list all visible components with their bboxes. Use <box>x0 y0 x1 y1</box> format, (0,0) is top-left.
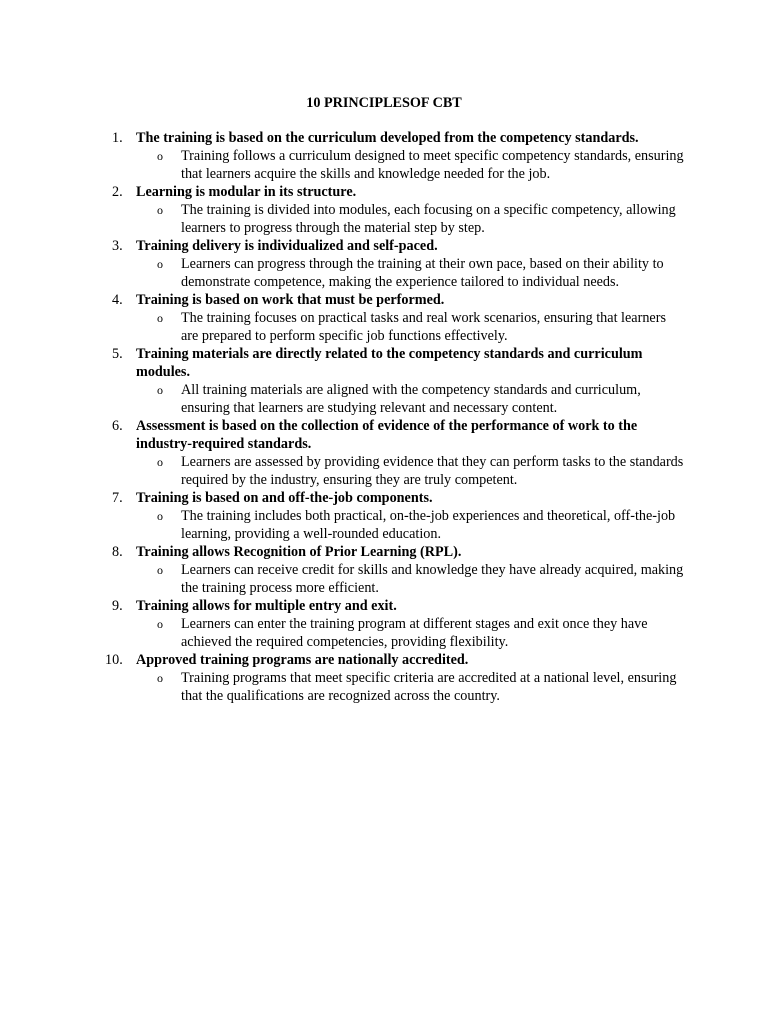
principle-heading: The training is based on the curriculum developed from the competency standards. <box>136 130 639 146</box>
principle-number: 3. <box>112 238 123 254</box>
principle-heading: Training materials are directly related to the competency standards and curriculum modules. <box>136 346 643 380</box>
principle-item <box>0 129 768 183</box>
principle-detail <box>0 507 768 543</box>
principle-detail-text: Training programs that meet specific criteria are accredited at a national level, ensuring that the qualifications are recognized across the country. <box>181 670 677 704</box>
principle-heading: Training delivery is individualized and self-paced. <box>136 238 438 254</box>
principle-detail <box>0 201 768 237</box>
bullet-icon: o <box>157 455 163 469</box>
principle-number: 9. <box>112 598 123 614</box>
bullet-icon: o <box>157 383 163 397</box>
principle-detail-text: Training follows a curriculum designed to meet specific competency standards, ensuring that learners acquire the skills and knowledge needed for the job. <box>181 148 684 182</box>
principle-detail-text: Learners are assessed by providing evidence that they can perform tasks to the standards required by the industry, ensuring they are truly competent. <box>181 454 684 488</box>
principle-heading: Learning is modular in its structure. <box>136 184 357 200</box>
principle-item <box>0 291 768 345</box>
bullet-icon: o <box>157 311 163 325</box>
principle-detail <box>0 381 768 417</box>
bullet-icon: o <box>157 509 163 523</box>
principle-detail <box>0 453 768 489</box>
principle-item <box>0 543 768 597</box>
principle-detail <box>0 255 768 291</box>
principle-detail-text: Learners can progress through the training at their own pace, based on their ability to demonstrate competence, making the experience tailored to individual needs. <box>181 256 664 290</box>
principle-number: 5. <box>112 346 123 362</box>
principle-item <box>0 597 768 651</box>
principle-detail-text: Learners can receive credit for skills and knowledge they have already acquired, making the training process more efficient. <box>181 562 684 596</box>
principle-number: 4. <box>112 292 123 308</box>
principle-detail-text: The training is divided into modules, each focusing on a specific competency, allowing learners to progress through the material step by step. <box>181 202 676 236</box>
principle-heading: Approved training programs are nationally accredited. <box>136 652 469 668</box>
principle-item <box>0 489 768 543</box>
principles-list <box>0 129 768 705</box>
principle-heading: Training is based on work that must be performed. <box>136 292 445 308</box>
principle-number: 1. <box>112 130 123 146</box>
principle-detail <box>0 309 768 345</box>
bullet-icon: o <box>157 257 163 271</box>
principle-detail <box>0 669 768 705</box>
principle-detail <box>0 561 768 597</box>
principle-number: 10. <box>105 652 123 668</box>
principle-item <box>0 183 768 237</box>
principle-detail-text: All training materials are aligned with the competency standards and curriculum, ensuring that learners are studying relevant and necessary content. <box>181 382 641 416</box>
principle-detail <box>0 615 768 651</box>
principle-heading: Training allows Recognition of Prior Learning (RPL). <box>136 544 462 560</box>
principle-heading: Training is based on and off-the-job components. <box>136 490 433 506</box>
bullet-icon: o <box>157 617 163 631</box>
principle-item <box>0 345 768 417</box>
principle-item <box>0 417 768 489</box>
principle-number: 8. <box>112 544 123 560</box>
bullet-icon: o <box>157 671 163 685</box>
bullet-icon: o <box>157 149 163 163</box>
principle-number: 7. <box>112 490 123 506</box>
principle-item <box>0 237 768 291</box>
principle-heading: Assessment is based on the collection of evidence of the performance of work to the industry-required standards. <box>136 418 638 452</box>
principle-detail-text: The training focuses on practical tasks and real work scenarios, ensuring that learners are prepared to perform specific job functions effectively. <box>181 310 666 344</box>
document-title: 10 PRINCIPLESOF CBT <box>306 95 462 111</box>
principle-number: 2. <box>112 184 123 200</box>
principle-detail <box>0 147 768 183</box>
principle-heading: Training allows for multiple entry and exit. <box>136 598 397 614</box>
principle-number: 6. <box>112 418 123 434</box>
principle-item <box>0 651 768 705</box>
bullet-icon: o <box>157 203 163 217</box>
principle-detail-text: The training includes both practical, on-the-job experiences and theoretical, off-the-job learning, providing a well-rounded education. <box>181 508 676 542</box>
bullet-icon: o <box>157 563 163 577</box>
principle-detail-text: Learners can enter the training program at different stages and exit once they have achieved the required competencies, providing flexibility. <box>181 616 648 650</box>
